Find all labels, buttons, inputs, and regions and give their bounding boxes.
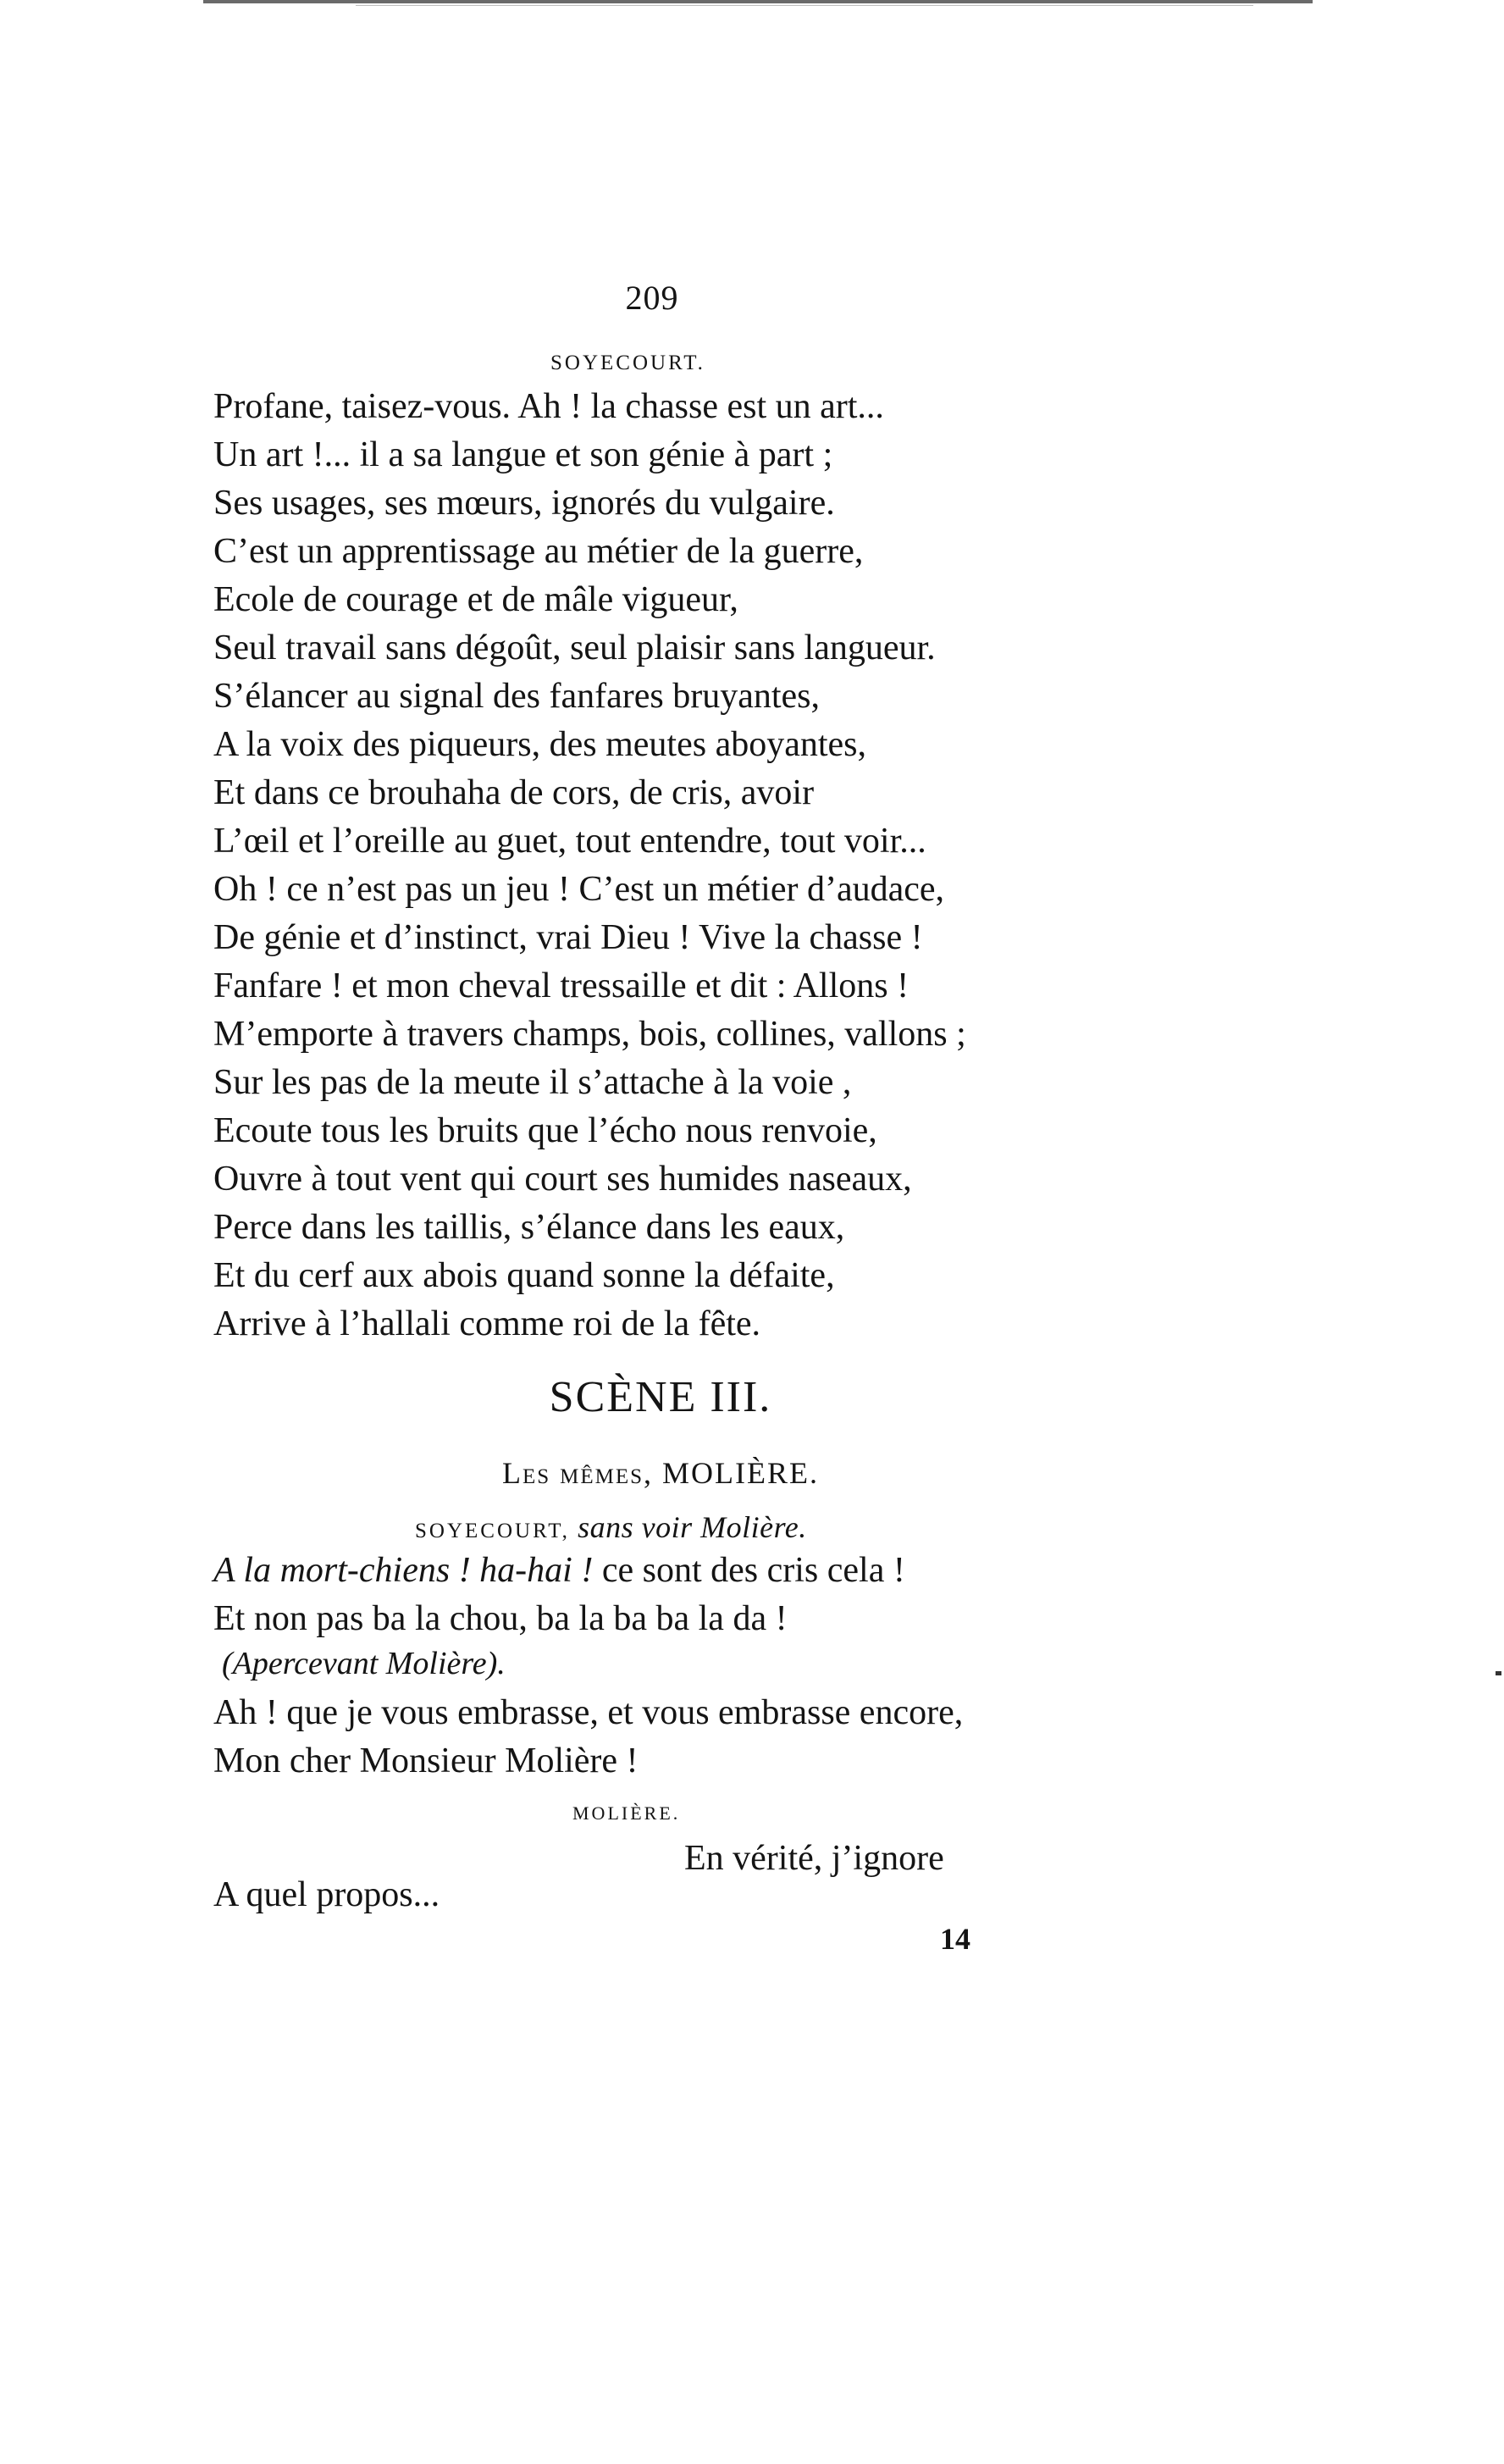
stray-ink-mark xyxy=(1496,1671,1501,1675)
verse-line: Ecole de courage et de mâle vigueur, xyxy=(213,580,738,619)
stage-direction-text: (Apercevant Molière). xyxy=(222,1646,506,1681)
verse-line: Ses usages, ses mœurs, ignorés du vulgaire. xyxy=(213,484,835,523)
verse-line: Seul travail sans dégoût, seul plaisir sans langueur. xyxy=(213,628,936,667)
verse-line: C’est un apprentissage au métier de la guerre, xyxy=(213,532,864,571)
verse-line: Et du cerf aux abois quand sonne la défaite, xyxy=(213,1256,835,1295)
verse-line: Ouvre à tout vent qui court ses humides naseaux, xyxy=(213,1160,912,1199)
stage-direction-apercevant xyxy=(222,1645,506,1682)
speaker-name: SOYECOURT, xyxy=(415,1520,570,1542)
verse-line: Un art !... il a sa langue et son génie à part ; xyxy=(213,435,833,474)
verse-line: M’emporte à travers champs, bois, collines, vallons ; xyxy=(213,1015,966,1054)
page-number: 209 xyxy=(625,279,679,317)
verse-block-soyecourt xyxy=(213,383,966,1348)
verse-line: Mon cher Monsieur Molière ! xyxy=(213,1741,639,1780)
verse-line: Et dans ce brouhaha de cors, de cris, avoir xyxy=(213,773,815,812)
speaker-soyecourt-direction xyxy=(415,1509,807,1545)
verse-line: Oh ! ce n’est pas un jeu ! C’est un métier d’audace, xyxy=(213,870,945,909)
scene-title: SCÈNE III. xyxy=(549,1373,772,1421)
verse-line: Ah ! que je vous embrasse, et vous embrasse encore, xyxy=(213,1693,964,1732)
verse-italic: A la mort-chiens ! ha-hai ! xyxy=(213,1551,594,1590)
verse-line: Sur les pas de la meute il s’attache à la voie , xyxy=(213,1063,852,1102)
verse-line-split-right: En vérité, j’ignore xyxy=(684,1839,944,1878)
verse-line-exclaim xyxy=(213,1550,905,1591)
top-page-edge-thin xyxy=(356,5,1253,6)
verse-line: Fanfare ! et mon cheval tressaille et dit : Allons ! xyxy=(213,966,910,1005)
stage-direction: sans voir Molière. xyxy=(578,1510,807,1544)
verse-line: Ecoute tous les bruits que l’écho nous renvoie, xyxy=(213,1111,877,1150)
verse-line: A la voix des piqueurs, des meutes aboyantes, xyxy=(213,725,867,764)
top-page-edge xyxy=(203,0,1313,3)
speaker-moliere: MOLIÈRE. xyxy=(572,1802,681,1824)
verse-line: Et non pas ba la chou, ba la ba ba la da ! xyxy=(213,1599,788,1638)
verse-line: S’élancer au signal des fanfares bruyantes, xyxy=(213,677,821,716)
verse-rest: ce sont des cris cela ! xyxy=(593,1551,905,1590)
verse-line: Perce dans les taillis, s’élance dans les eaux, xyxy=(213,1208,845,1247)
verse-line: De génie et d’instinct, vrai Dieu ! Vive la chasse ! xyxy=(213,918,923,957)
verse-line: Arrive à l’hallali comme roi de la fête. xyxy=(213,1304,761,1343)
verse-line-split-left: A quel propos... xyxy=(213,1875,440,1914)
speaker-soyecourt: SOYECOURT. xyxy=(550,352,705,374)
verse-line: Profane, taisez-vous. Ah ! la chasse est un art... xyxy=(213,387,884,426)
printer-signature-mark: 14 xyxy=(940,1922,970,1956)
verse-line: L’œil et l’oreille au guet, tout entendre, tout voir... xyxy=(213,822,926,861)
scene-cast: Les mêmes, MOLIÈRE. xyxy=(501,1456,820,1490)
